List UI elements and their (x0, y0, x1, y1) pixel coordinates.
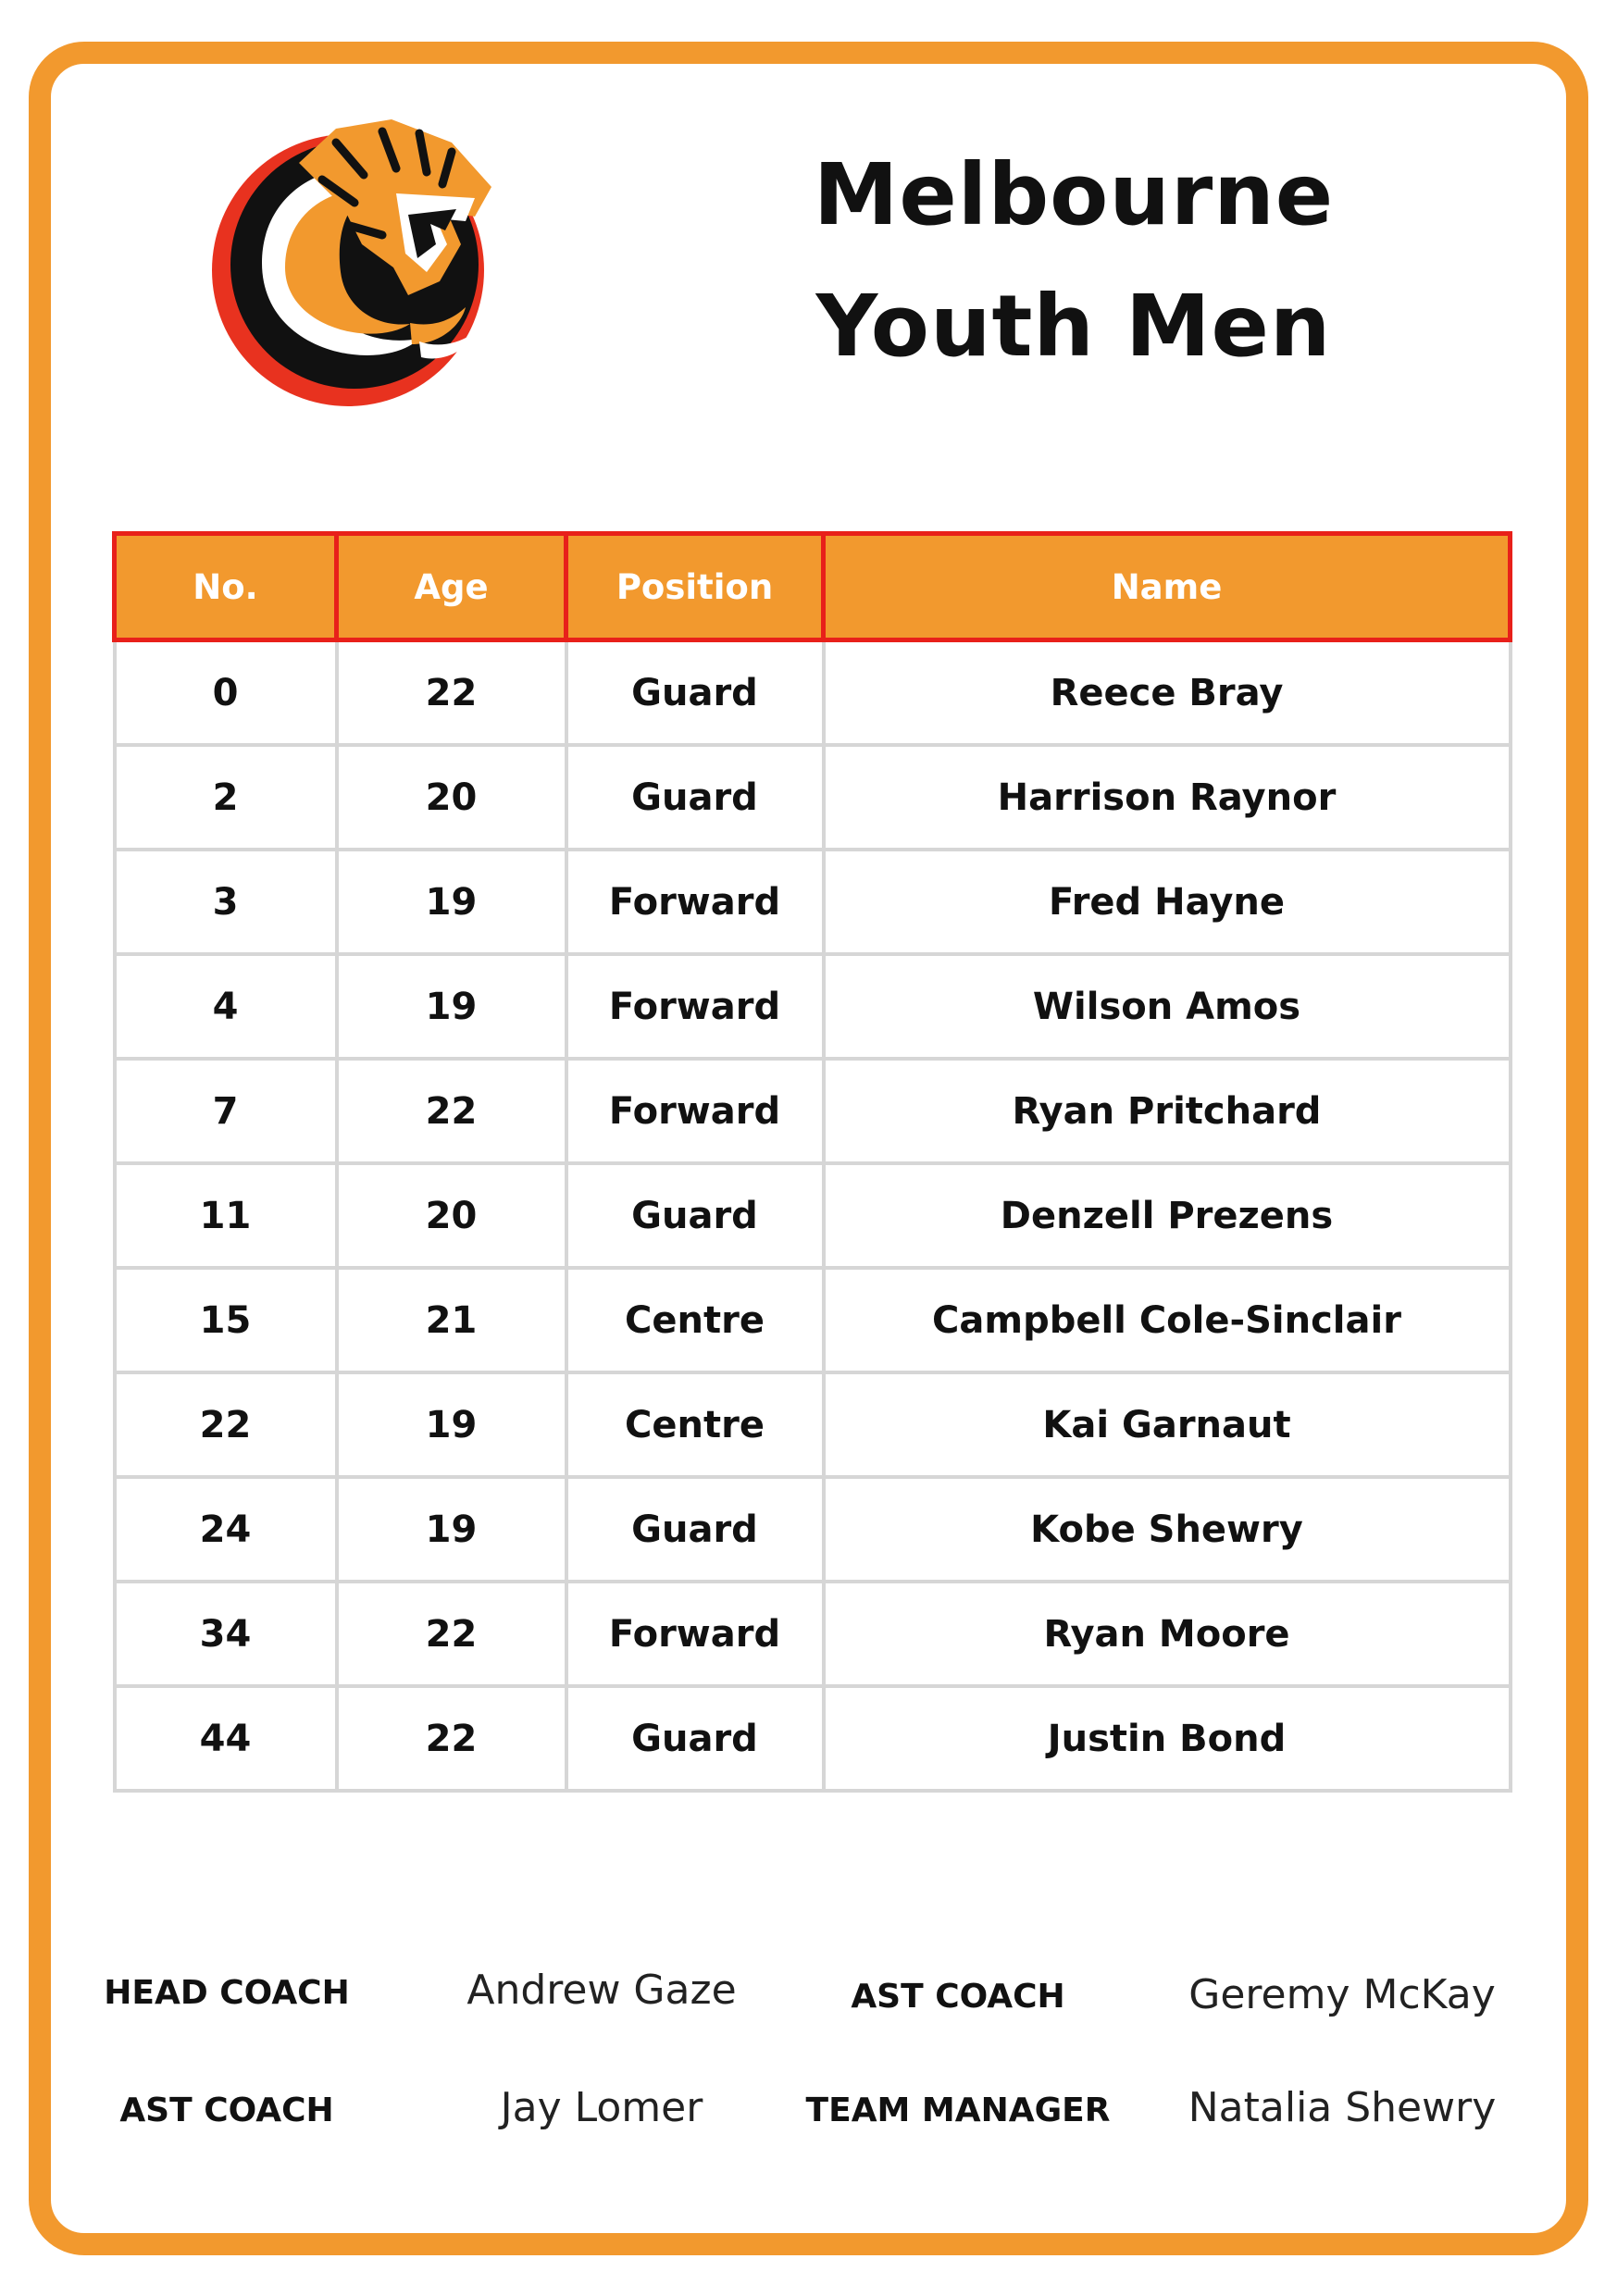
column-header-no: No. (115, 534, 337, 640)
player-age: 20 (337, 1163, 566, 1268)
staff-name-ast-coach-2: Jay Lomer (500, 2084, 703, 2131)
table-row (115, 640, 1511, 746)
player-position: Forward (566, 954, 824, 1059)
table-row (115, 1059, 1511, 1163)
player-number: 7 (115, 1059, 337, 1163)
player-age: 19 (337, 1372, 566, 1477)
player-age: 19 (337, 850, 566, 954)
player-name: Fred Hayne (824, 850, 1511, 954)
player-number: 22 (115, 1372, 337, 1477)
staff-name-ast-coach-1: Geremy McKay (1188, 1971, 1496, 2018)
staff-role-team-manager: TEAM MANAGER (805, 2091, 1111, 2129)
player-name: Justin Bond (824, 1686, 1511, 1791)
player-position: Forward (566, 1059, 824, 1163)
tiger-head-logo-icon (197, 105, 507, 408)
staff-role-ast-coach-1: AST COACH (851, 1978, 1065, 2016)
player-name: Ryan Moore (824, 1582, 1511, 1686)
player-name: Reece Bray (824, 640, 1511, 746)
roster-table (112, 531, 1512, 1793)
table-header-row (115, 534, 1511, 640)
player-number: 11 (115, 1163, 337, 1268)
column-header-position: Position (566, 534, 824, 640)
table-row (115, 1582, 1511, 1686)
staff-name-head-coach: Andrew Gaze (466, 1967, 737, 2014)
player-position: Guard (566, 1163, 824, 1268)
player-name: Harrison Raynor (824, 745, 1511, 850)
player-age: 22 (337, 1582, 566, 1686)
table-row (115, 954, 1511, 1059)
player-number: 2 (115, 745, 337, 850)
page-title (796, 130, 1351, 392)
player-name: Ryan Pritchard (824, 1059, 1511, 1163)
title-line-1: Melbourne (813, 145, 1335, 244)
player-position: Guard (566, 745, 824, 850)
staff-role-ast-coach-2: AST COACH (119, 2091, 334, 2129)
player-position: Forward (566, 850, 824, 954)
table-row (115, 1163, 1511, 1268)
player-number: 34 (115, 1582, 337, 1686)
table-row (115, 1268, 1511, 1372)
player-position: Forward (566, 1582, 824, 1686)
column-header-name: Name (824, 534, 1511, 640)
table-row (115, 1372, 1511, 1477)
title-line-2: Youth Men (815, 277, 1332, 376)
player-age: 20 (337, 745, 566, 850)
player-name: Kai Garnaut (824, 1372, 1511, 1477)
table-row (115, 850, 1511, 954)
staff-role-head-coach: HEAD COACH (104, 1974, 350, 2012)
player-name: Kobe Shewry (824, 1477, 1511, 1582)
player-age: 19 (337, 1477, 566, 1582)
table-row (115, 745, 1511, 850)
table-row (115, 1477, 1511, 1582)
player-number: 4 (115, 954, 337, 1059)
player-position: Centre (566, 1268, 824, 1372)
player-position: Guard (566, 1686, 824, 1791)
player-age: 22 (337, 1686, 566, 1791)
player-age: 19 (337, 954, 566, 1059)
table-row (115, 1686, 1511, 1791)
player-age: 22 (337, 640, 566, 746)
player-number: 15 (115, 1268, 337, 1372)
player-number: 24 (115, 1477, 337, 1582)
player-number: 0 (115, 640, 337, 746)
player-name: Wilson Amos (824, 954, 1511, 1059)
staff-name-team-manager: Natalia Shewry (1188, 2084, 1497, 2131)
player-name: Denzell Prezens (824, 1163, 1511, 1268)
player-position: Guard (566, 640, 824, 746)
player-position: Centre (566, 1372, 824, 1477)
player-number: 44 (115, 1686, 337, 1791)
player-name: Campbell Cole-Sinclair (824, 1268, 1511, 1372)
column-header-age: Age (337, 534, 566, 640)
player-age: 21 (337, 1268, 566, 1372)
player-number: 3 (115, 850, 337, 954)
player-age: 22 (337, 1059, 566, 1163)
player-position: Guard (566, 1477, 824, 1582)
